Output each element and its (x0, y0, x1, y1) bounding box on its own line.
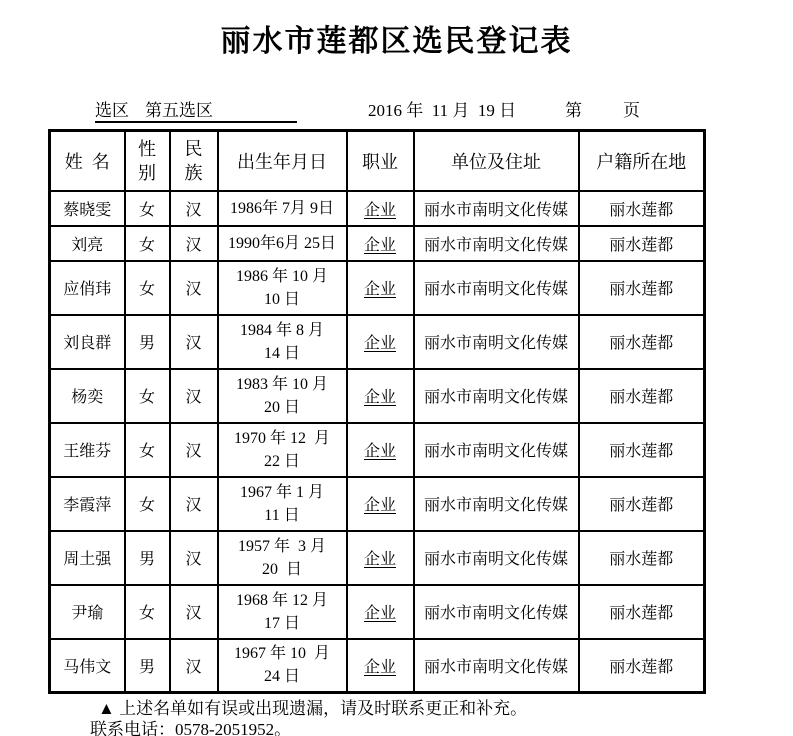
cell-name: 刘良群 (50, 315, 125, 369)
cell-dob: 1970 年 12 月 22 日 (218, 423, 347, 477)
table-row (50, 639, 705, 693)
cell-ethnicity: 汉 (170, 315, 218, 369)
cell-occupation: 企业 (347, 369, 414, 423)
cell-occupation: 企业 (347, 315, 414, 369)
cell-gender: 女 (125, 191, 170, 226)
cell-dob: 1983 年 10 月 20 日 (218, 369, 347, 423)
cell-ethnicity: 汉 (170, 191, 218, 226)
page-number-suffix: 页 (623, 101, 640, 120)
cell-name: 刘亮 (50, 226, 125, 261)
cell-gender: 女 (125, 423, 170, 477)
table-row (50, 477, 705, 531)
col-header-dob: 出生年月日 (218, 131, 347, 191)
cell-gender: 女 (125, 477, 170, 531)
col-header-registration: 户籍所在地 (579, 131, 705, 191)
cell-registration: 丽水莲都 (579, 261, 705, 315)
cell-unit: 丽水市南明文化传媒 (414, 477, 579, 531)
cell-gender: 男 (125, 315, 170, 369)
page-title: 丽水市莲都区选民登记表 (220, 25, 573, 58)
col-header-gender: 性 别 (125, 131, 170, 191)
cell-ethnicity: 汉 (170, 423, 218, 477)
cell-unit: 丽水市南明文化传媒 (414, 226, 579, 261)
cell-unit: 丽水市南明文化传媒 (414, 315, 579, 369)
cell-ethnicity: 汉 (170, 639, 218, 693)
cell-dob: 1967 年 1 月 11 日 (218, 477, 347, 531)
page-number-prefix: 第 (565, 101, 582, 120)
table-row (50, 226, 705, 261)
table-row (50, 261, 705, 315)
cell-gender: 女 (125, 585, 170, 639)
table-row (50, 369, 705, 423)
date-field: 2016 年 11 月 19 日 (368, 101, 517, 120)
cell-occupation: 企业 (347, 191, 414, 226)
contact-phone: 联系电话：0578-2051952。 (90, 720, 292, 736)
col-header-unit: 单位及住址 (414, 131, 579, 191)
cell-occupation: 企业 (347, 226, 414, 261)
cell-registration: 丽水莲都 (579, 226, 705, 261)
cell-gender: 男 (125, 531, 170, 585)
cell-registration: 丽水莲都 (579, 477, 705, 531)
district-label: 选区 (95, 101, 129, 120)
footer-notes (0, 698, 793, 736)
cell-gender: 男 (125, 639, 170, 693)
cell-unit: 丽水市南明文化传媒 (414, 423, 579, 477)
cell-registration: 丽水莲都 (579, 639, 705, 693)
cell-dob: 1990年6月 25日 (218, 226, 347, 261)
cell-occupation: 企业 (347, 531, 414, 585)
col-header-occupation: 职业 (347, 131, 414, 191)
table-row (50, 585, 705, 639)
cell-unit: 丽水市南明文化传媒 (414, 369, 579, 423)
cell-name: 杨奕 (50, 369, 125, 423)
cell-occupation: 企业 (347, 585, 414, 639)
district-field (95, 96, 297, 123)
cell-dob: 1967 年 10 月 24 日 (218, 639, 347, 693)
cell-name: 应俏玮 (50, 261, 125, 315)
table-row (50, 423, 705, 477)
cell-ethnicity: 汉 (170, 477, 218, 531)
cell-gender: 女 (125, 369, 170, 423)
cell-occupation: 企业 (347, 639, 414, 693)
cell-ethnicity: 汉 (170, 369, 218, 423)
district-value: 第五选区 (145, 101, 213, 120)
cell-dob: 1968 年 12 月 17 日 (218, 585, 347, 639)
cell-ethnicity: 汉 (170, 585, 218, 639)
cell-unit: 丽水市南明文化传媒 (414, 585, 579, 639)
cell-dob: 1984 年 8 月 14 日 (218, 315, 347, 369)
cell-registration: 丽水莲都 (579, 191, 705, 226)
cell-name: 尹瑜 (50, 585, 125, 639)
correction-note: ▲ 上述名单如有误或出现遗漏，请及时联系更正和补充。 (98, 699, 528, 718)
cell-dob: 1986 年 10 月 10 日 (218, 261, 347, 315)
cell-registration: 丽水莲都 (579, 531, 705, 585)
cell-dob: 1986年 7月 9日 (218, 191, 347, 226)
cell-dob: 1957 年 3 月 20 日 (218, 531, 347, 585)
col-header-name: 姓 名 (50, 131, 125, 191)
cell-occupation: 企业 (347, 477, 414, 531)
cell-name: 李霞萍 (50, 477, 125, 531)
cell-unit: 丽水市南明文化传媒 (414, 191, 579, 226)
table-row (50, 191, 705, 226)
table-row (50, 531, 705, 585)
cell-registration: 丽水莲都 (579, 369, 705, 423)
cell-registration: 丽水莲都 (579, 585, 705, 639)
cell-registration: 丽水莲都 (579, 423, 705, 477)
cell-name: 马伟文 (50, 639, 125, 693)
cell-unit: 丽水市南明文化传媒 (414, 261, 579, 315)
cell-gender: 女 (125, 261, 170, 315)
cell-occupation: 企业 (347, 261, 414, 315)
cell-unit: 丽水市南明文化传媒 (414, 531, 579, 585)
table-row (50, 315, 705, 369)
cell-name: 王维芬 (50, 423, 125, 477)
cell-ethnicity: 汉 (170, 531, 218, 585)
subheader (0, 96, 793, 122)
table-header-row (50, 131, 705, 191)
cell-ethnicity: 汉 (170, 226, 218, 261)
cell-occupation: 企业 (347, 423, 414, 477)
cell-name: 蔡晓雯 (50, 191, 125, 226)
cell-registration: 丽水莲都 (579, 315, 705, 369)
cell-unit: 丽水市南明文化传媒 (414, 639, 579, 693)
col-header-ethnicity: 民 族 (170, 131, 218, 191)
cell-name: 周土强 (50, 531, 125, 585)
voter-table (48, 129, 706, 694)
cell-gender: 女 (125, 226, 170, 261)
cell-ethnicity: 汉 (170, 261, 218, 315)
